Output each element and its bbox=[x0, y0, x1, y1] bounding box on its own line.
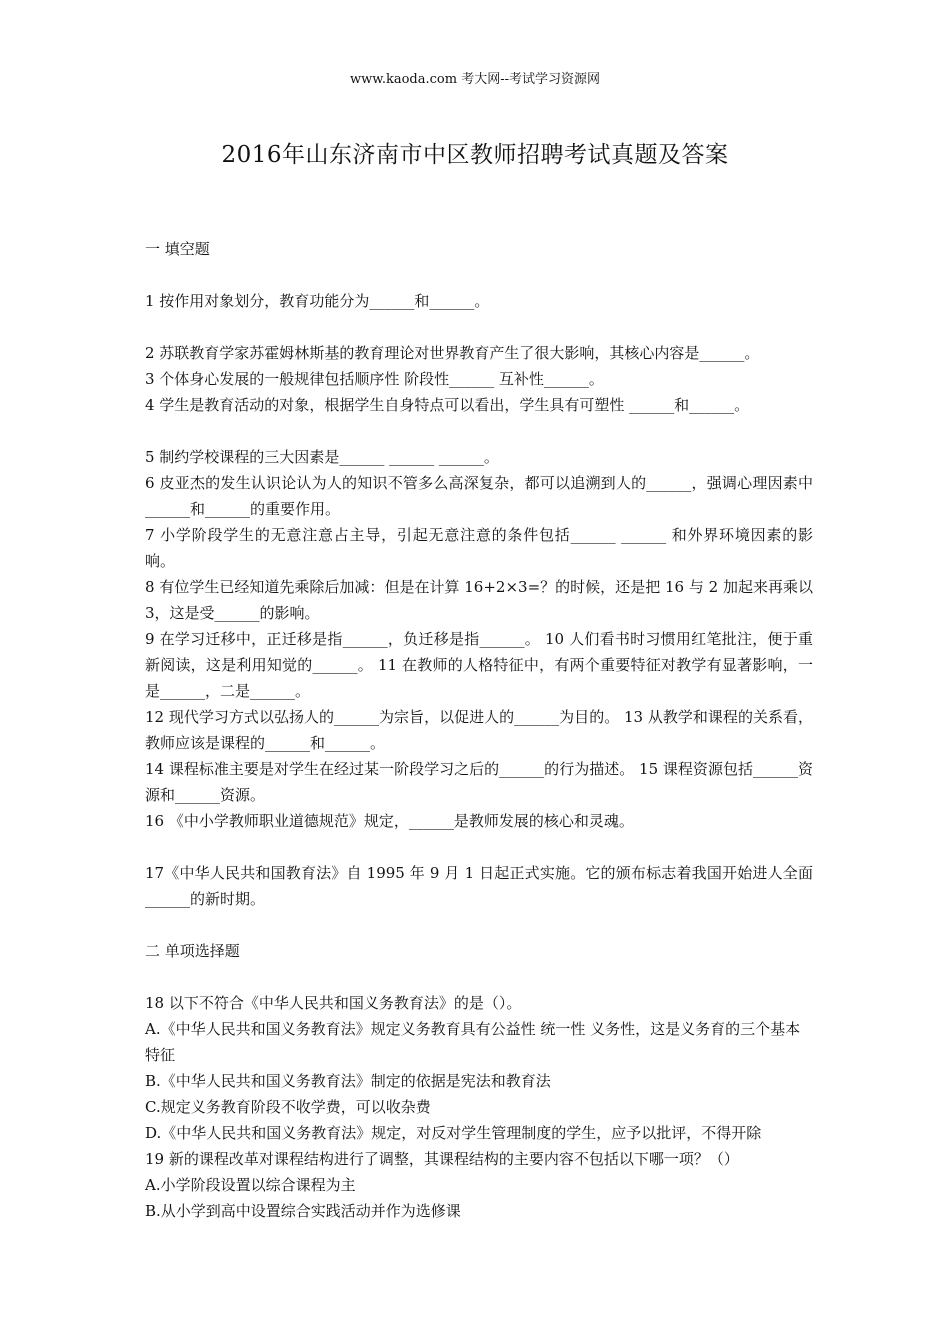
question-18-option-d: D.《中华人民共和国义务教育法》规定，对反对学生管理制度的学生，应予以批评，不得开除 bbox=[145, 1124, 762, 1142]
question-19-option-b: B.从小学到高中设置综合实践活动并作为选修课 bbox=[145, 1202, 461, 1220]
page-header: www.kaoda.com 考大网--考试学习资源网 bbox=[350, 72, 600, 87]
document-title: 2016年山东济南市中区教师招聘考试真题及答案 bbox=[221, 142, 729, 168]
question-18-option-a: A.《中华人民共和国义务教育法》规定义务教育具有公益性 统一性 义务性，这是义务育的三个基本特征 bbox=[145, 1020, 801, 1064]
section-heading-single-choice: 二 单项选择题 bbox=[145, 942, 240, 960]
question-18-option-b: B.《中华人民共和国义务教育法》制定的依据是宪法和教育法 bbox=[145, 1072, 551, 1090]
question-1: 1 按作用对象划分，教育功能分为______和______。 bbox=[145, 292, 490, 310]
question-3: 3 个体身心发展的一般规律包括顺序性 阶段性______ 互补性______。 bbox=[145, 370, 604, 388]
document-body bbox=[145, 236, 813, 1224]
question-7: 7 小学阶段学生的无意注意占主导，引起无意注意的条件包括______ ______ 和外界环境因素的影响。 bbox=[145, 526, 813, 570]
questions-12-13: 12 现代学习方式以弘扬人的______为宗旨，以促进人的______为目的。 13 从教学和课程的关系看，教师应该是课程的______和______。 bbox=[145, 708, 813, 752]
question-19-stem: 19 新的课程改革对课程结构进行了调整，其课程结构的主要内容不包括以下哪一项？（） bbox=[145, 1150, 739, 1168]
question-4: 4 学生是教育活动的对象，根据学生自身特点可以看出，学生具有可塑性 ______和______。 bbox=[145, 396, 750, 414]
questions-9-11: 9 在学习迁移中，正迁移是指______，负迁移是指______。 10 人们看书时习惯用红笔批注，便于重新阅读，这是利用知觉的______。 11 在教师的人格特征中，有两个重要特征对教学有显著影响，一是______，二是______。 bbox=[145, 630, 813, 700]
question-19-option-a: A.小学阶段设置以综合课程为主 bbox=[145, 1176, 356, 1194]
question-16: 16 《中小学教师职业道德规范》规定，______是教师发展的核心和灵魂。 bbox=[145, 812, 634, 830]
question-17: 17《中华人民共和国教育法》自 1995 年 9 月 1 日起正式实施。它的颁布标志着我国开始进人全面______的新时期。 bbox=[145, 864, 813, 908]
question-8: 8 有位学生已经知道先乘除后加减：但是在计算 16+2×3=？的时候，还是把 16 与 2 加起来再乘以 3，这是受______的影响。 bbox=[145, 578, 813, 622]
question-5: 5 制约学校课程的三大因素是______ ______ ______。 bbox=[145, 448, 499, 466]
question-18-stem: 18 以下不符合《中华人民共和国义务教育法》的是（）。 bbox=[145, 994, 522, 1012]
question-18-option-c: C.规定义务教育阶段不收学费，可以收杂费 bbox=[145, 1098, 431, 1116]
questions-14-15: 14 课程标准主要是对学生在经过某一阶段学习之后的______的行为描述。 15 课程资源包括______资源和______资源。 bbox=[145, 760, 813, 804]
question-2: 2 苏联教育学家苏霍姆林斯基的教育理论对世界教育产生了很大影响，其核心内容是______。 bbox=[145, 344, 760, 362]
section-heading-fill-blank: 一 填空题 bbox=[145, 240, 210, 258]
question-6: 6 皮亚杰的发生认识论认为人的知识不管多么高深复杂，都可以追溯到人的______，强调心理因素中______和______的重要作用。 bbox=[145, 474, 813, 518]
